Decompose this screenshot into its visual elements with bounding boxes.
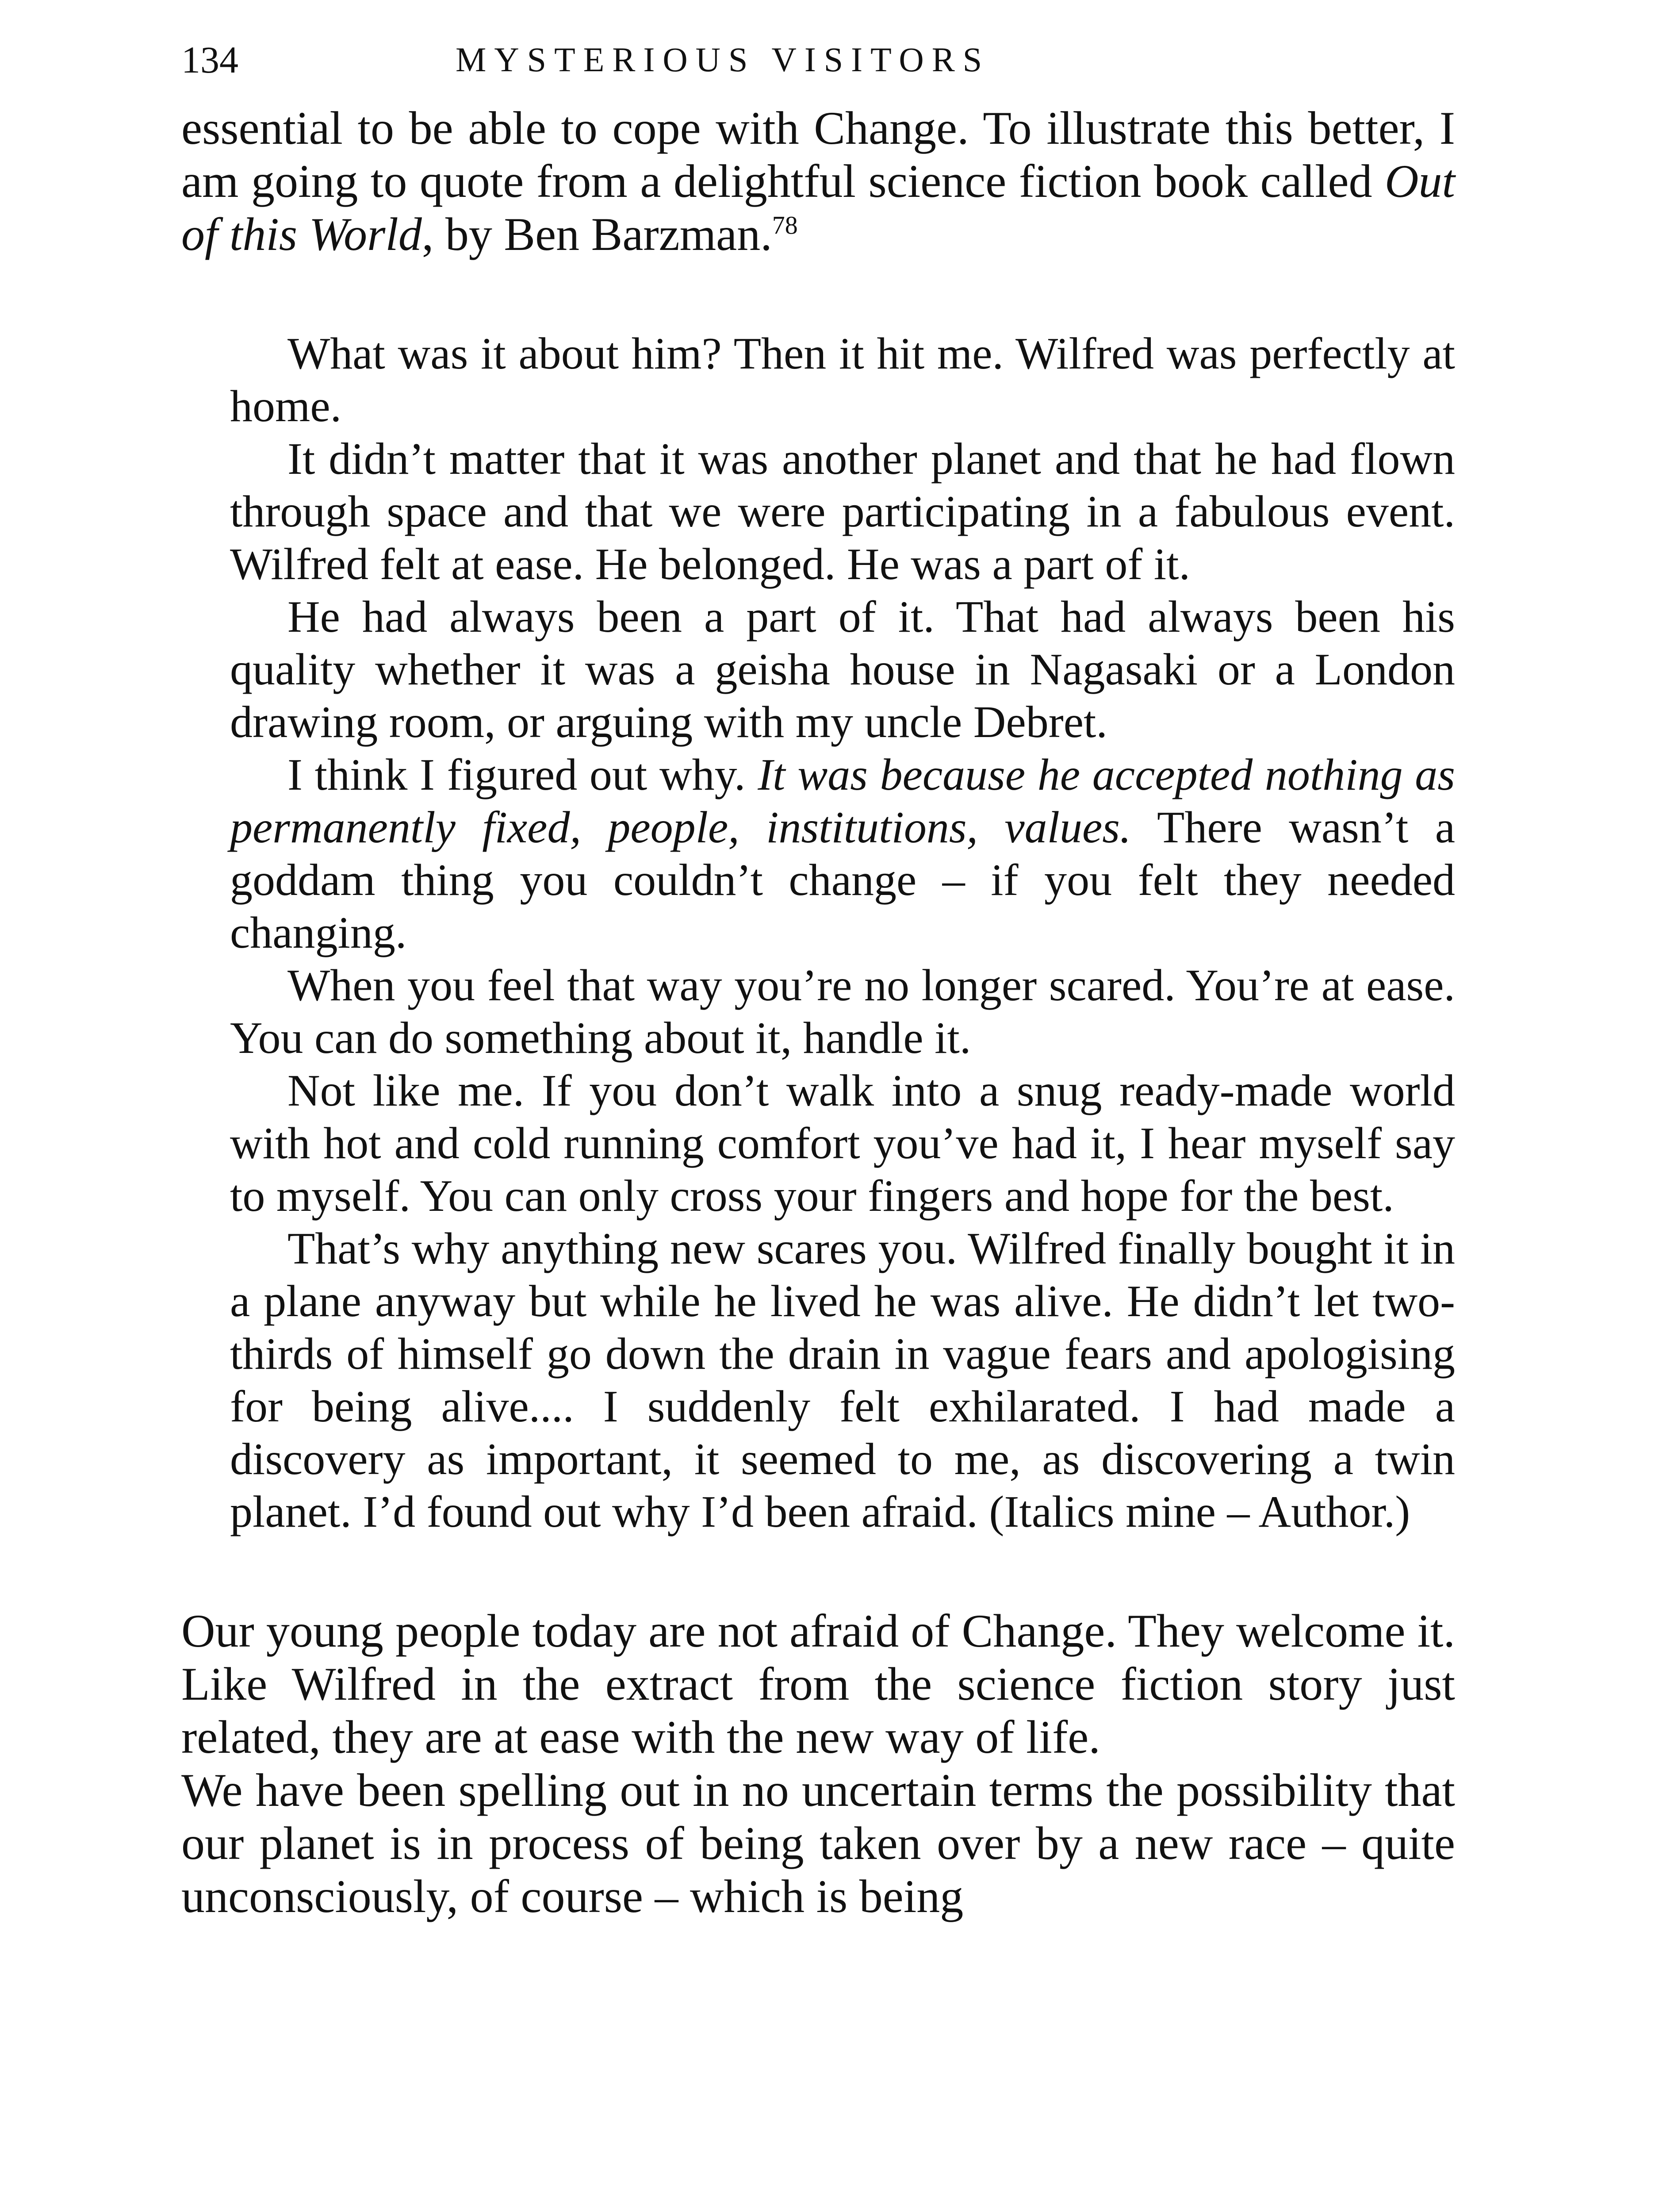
footnote-reference: 78 bbox=[772, 211, 798, 240]
quote-paragraph-7: That’s why anything new scares you. Wilfred finally bought it in a plane anyway but while he lived he was alive. He didn’t let two-thirds of himself go down the drain in vague fears and apologising for being alive.... I suddenly felt exhilarated. I had made a discovery as important, it seemed to me, as discovering a twin planet. I’d found out why I’d been afraid. (Italics mine – Author.) bbox=[230, 1224, 1455, 1537]
after-quote-text bbox=[181, 1605, 1455, 1923]
quote-paragraph-3: He had always been a part of it. That had always been his quality whether it was a geisha house in Nagasaki or a London drawing room, or arguing with my uncle Debret. bbox=[230, 592, 1455, 747]
running-head bbox=[181, 27, 1455, 93]
quote-paragraph-4-start: I think I figured out why. bbox=[287, 750, 758, 800]
quoted-book-title: Out of this World bbox=[181, 155, 1455, 260]
book-title-header: MYSTERIOUS VISITORS bbox=[456, 40, 990, 79]
intro-text-after-title: , by Ben Barzman. bbox=[421, 208, 772, 260]
body-paragraph-2: We have been spelling out in no uncertain terms the possibility that our planet is in process of being taken over by a new race – quite unconsciously, of course – which is being bbox=[181, 1764, 1455, 1922]
quote-paragraph-1: What was it about him? Then it hit me. Wilfred was perfectly at home. bbox=[230, 329, 1455, 431]
intro-text-before-title: essential to be able to cope with Change. To illustrate this better, I am going to quote from a delightful science fiction book called bbox=[181, 102, 1455, 207]
page-number: 134 bbox=[181, 38, 238, 81]
book-page bbox=[181, 27, 1455, 1923]
quote-paragraph-5: When you feel that way you’re no longer scared. You’re at ease. You can do something about it, handle it. bbox=[230, 960, 1455, 1063]
quote-paragraph-4 bbox=[230, 749, 1455, 959]
quote-paragraph-4-italic: It was because he accepted nothing as permanently fixed, people, institutions, values. bbox=[230, 750, 1455, 853]
body-paragraph-1: Our young people today are not afraid of Change. They welcome it. Like Wilfred in the extract from the science fiction story just related, they are at ease with the new way of life. bbox=[181, 1605, 1455, 1763]
quote-paragraph-6: Not like me. If you don’t walk into a snug ready-made world with hot and cold running comfort you’ve had it, I hear myself say to myself. You can only cross your fingers and hope for the best. bbox=[230, 1066, 1455, 1221]
quote-paragraph-2: It didn’t matter that it was another planet and that he had flown through space and that we were participating in a fabulous event. Wilfred felt at ease. He belonged. He was a part of it. bbox=[230, 434, 1455, 589]
intro-paragraph bbox=[181, 102, 1455, 261]
block-quote bbox=[230, 327, 1455, 1538]
quote-paragraph-4-end: There wasn’t a goddam thing you couldn’t change – if you felt they needed changing. bbox=[230, 803, 1455, 958]
